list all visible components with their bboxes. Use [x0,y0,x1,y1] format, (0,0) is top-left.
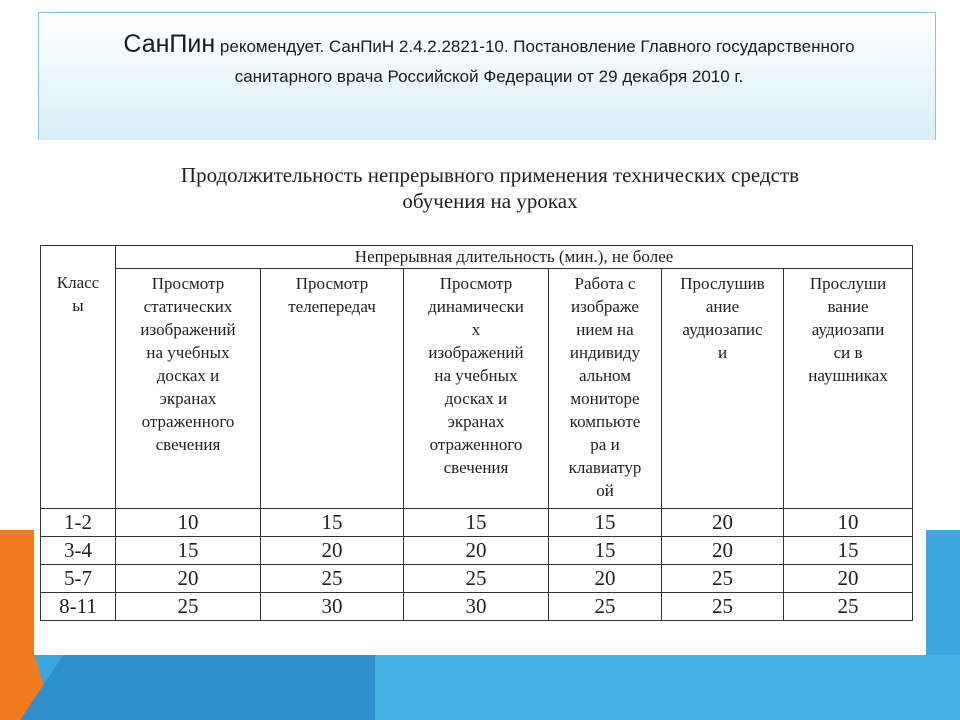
column-header-cell [261,269,404,509]
column-header: Просмотр динамически х изображений на учебных досках и экранах отраженного свечения [428,274,524,477]
value-cell: 15 [549,537,662,565]
class-cell: 3-4 [41,537,116,565]
value-cell: 15 [784,537,913,565]
value-cell: 15 [404,509,549,537]
column-header: Прослушив ание аудиозапис и [680,274,765,362]
table-header-row-1 [41,246,913,269]
class-cell: 1-2 [41,509,116,537]
value-cell: 15 [549,509,662,537]
column-header: Просмотр статических изображений на учебных досках и экранах отраженного свечения [140,274,236,454]
class-cell: 8-11 [41,593,116,621]
value-cell: 25 [404,565,549,593]
value-cell: 30 [261,593,404,621]
duration-table-wrapper [40,245,912,620]
value-cell: 20 [261,537,404,565]
slide-header-box [38,12,936,140]
background-light-stripe [375,655,960,720]
column-header-cell [404,269,549,509]
value-cell: 25 [549,593,662,621]
table-row [41,593,913,621]
column-header-cell [116,269,261,509]
class-cell: 5-7 [41,565,116,593]
header-line-1 [69,29,909,62]
table-title-line-2: обучения на уроках [402,189,578,213]
value-cell: 30 [404,593,549,621]
column-header-cell [784,269,913,509]
group-header: Непрерывная длительность (мин.), не более [354,247,674,266]
table-row [41,509,913,537]
column-header-cell [662,269,784,509]
value-cell: 25 [662,565,784,593]
column-header: Работа с изображе нием на индивиду альном мониторе компьюте ра и клавиатур ой [568,274,642,500]
slide-header-text [69,29,909,92]
value-cell: 20 [784,565,913,593]
table-row [41,565,913,593]
header-big-word: СанПин [123,30,216,58]
value-cell: 25 [116,593,261,621]
group-header-cell [116,246,913,269]
value-cell: 25 [662,593,784,621]
value-cell: 15 [116,537,261,565]
value-cell: 20 [662,537,784,565]
value-cell: 20 [116,565,261,593]
column-header: Просмотр телепередач [288,274,376,316]
value-cell: 15 [261,509,404,537]
value-cell: 20 [404,537,549,565]
header-line-1-rest: рекомендует. СанПиН 2.4.2.2821-10. Постановление Главного государственного [215,37,855,56]
value-cell: 20 [662,509,784,537]
value-cell: 10 [116,509,261,537]
value-cell: 20 [549,565,662,593]
header-line-2: санитарного врача Российской Федерации от 29 декабря 2010 г. [234,67,744,86]
value-cell: 10 [784,509,913,537]
column-header: Прослуши вание аудиозапи си в наушниках [808,274,888,385]
value-cell: 25 [784,593,913,621]
value-cell: 25 [261,565,404,593]
classes-header-cell [41,246,116,509]
table-title-line-1: Продолжительность непрерывного применения технических средств [180,163,800,187]
duration-table [40,245,913,621]
table-header-row-2 [41,269,913,509]
background-dark-stripe [20,655,380,720]
background-orange-strip [0,530,34,720]
table-title [90,162,890,214]
table-row [41,537,913,565]
column-header-cell [549,269,662,509]
classes-header: Класс ы [56,273,100,315]
